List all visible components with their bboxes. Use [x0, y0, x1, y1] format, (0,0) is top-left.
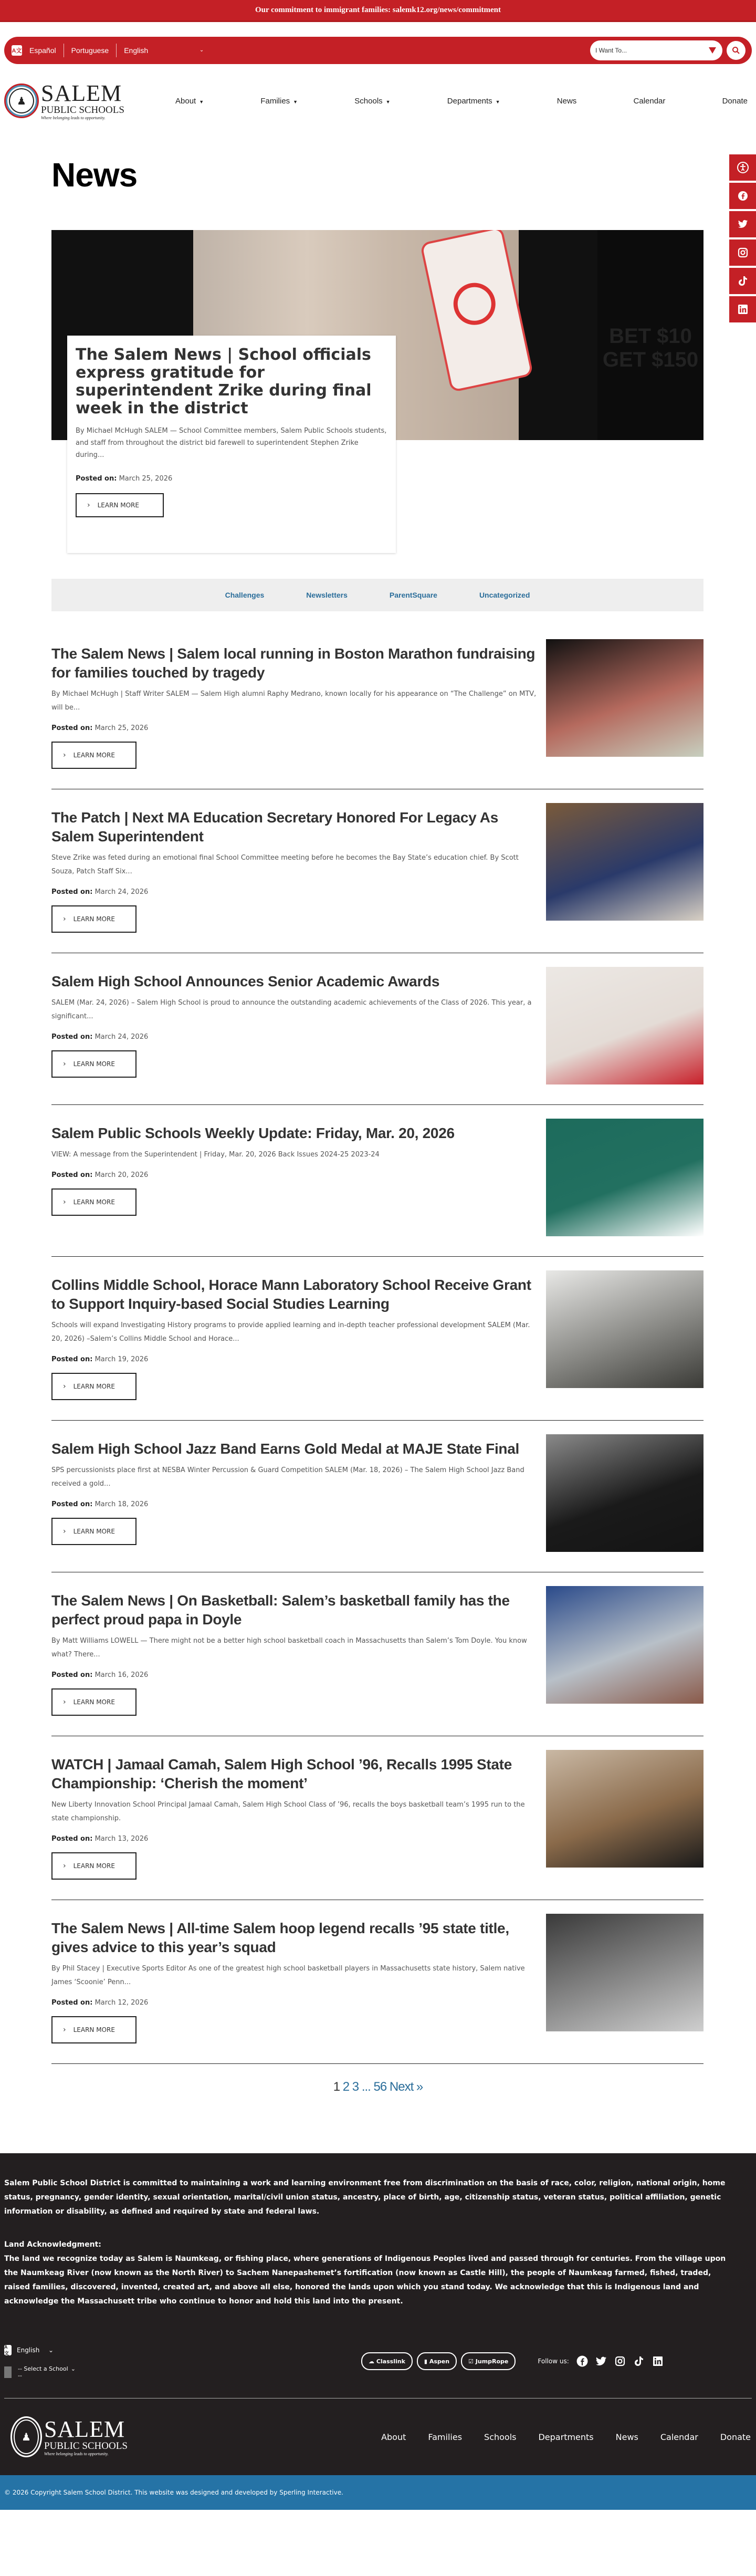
- aspen-icon: ▮: [424, 2358, 427, 2365]
- article-excerpt: Steve Zrike was feted during an emotional final School Committee meeting before he becomes the Bay State’s education chief. By Scott Souza, Patch Staff Six...: [51, 854, 519, 875]
- featured-title[interactable]: The Salem News | School officials express gratitude for superintendent Zrike during final week in the district: [76, 346, 372, 418]
- copyright-bar: [0, 2475, 756, 2510]
- article-image: [546, 1914, 704, 2031]
- article-thumbnail[interactable]: [546, 803, 704, 933]
- tiktok-icon: [738, 276, 748, 286]
- page-ellipsis: ...: [361, 2080, 371, 2094]
- nondiscrimination-statement: Salem Public School District is committed to maintaining a work and learning environment free from discrimination on the basis of race, color, religion, national origin, home status, pregnancy, gender identity, sexual orientation, marital/civil union status, ancestry, place of birth, age, citizenship status, veteran status, political affiliation, genetic information or disability, as defined and required by state and federal laws.: [4, 2179, 726, 2216]
- article-title[interactable]: Collins Middle School, Horace Mann Laboratory School Receive Grant to Support Inquiry-based Social Studies Learning: [51, 1277, 531, 1312]
- footer-nav-donate[interactable]: Donate: [720, 2432, 751, 2442]
- nav-label: News: [556, 96, 577, 106]
- article-title[interactable]: The Patch | Next MA Education Secretary Honored For Legacy As Salem Superintendent: [51, 809, 498, 844]
- nav-schools[interactable]: [354, 97, 390, 106]
- learn-more-button[interactable]: [51, 742, 136, 769]
- posted-date: March 13, 2026: [94, 1835, 149, 1843]
- aspen-button[interactable]: [417, 2352, 457, 2370]
- checkbox-icon: ☑: [468, 2358, 474, 2365]
- accessibility-icon: [737, 162, 749, 173]
- posted-label: Posted on:: [51, 1671, 93, 1679]
- article-item: [51, 1750, 704, 1900]
- chevron-right-icon: ›: [63, 2026, 66, 2034]
- nav-families[interactable]: [260, 97, 298, 106]
- instagram-icon: [615, 2356, 625, 2366]
- page-last-link[interactable]: 56: [373, 2080, 387, 2094]
- logo-name: SALEM: [44, 2416, 125, 2442]
- featured-excerpt: By Michael McHugh SALEM — School Committee members, Salem Public Schools students, and staff from throughout the district bid farewell to superintendent Stephen Zrike during...: [76, 427, 387, 459]
- accessibility-button[interactable]: [729, 154, 756, 181]
- language-link-portuguese[interactable]: Portuguese: [64, 44, 117, 57]
- language-select-value: English: [124, 46, 149, 55]
- chevron-right-icon: ›: [63, 1527, 66, 1536]
- footer-nav-families[interactable]: Families: [428, 2432, 463, 2442]
- pagination: [0, 2080, 756, 2094]
- nav-label: Donate: [722, 96, 748, 106]
- learn-more-label: LEARN MORE: [73, 1060, 115, 1068]
- posted-date: March 16, 2026: [94, 1671, 149, 1679]
- article-item: [51, 803, 704, 953]
- article-item: [51, 639, 704, 789]
- posted-label: Posted on:: [51, 1171, 93, 1179]
- featured-learn-more-button[interactable]: [76, 493, 164, 517]
- article-thumbnail[interactable]: [546, 1434, 704, 1552]
- i-want-to-label: I Want To...: [595, 47, 627, 54]
- chevron-right-icon: ›: [63, 1060, 66, 1068]
- article-excerpt: New Liberty Innovation School Principal Jamaal Camah, Salem High School Class of ’96, recalls the boys basketball team’s 1995 run to the state championship.: [51, 1801, 525, 1822]
- article-title[interactable]: Salem High School Announces Senior Academic Awards: [51, 973, 440, 989]
- footer-social: [538, 2355, 663, 2367]
- chevron-right-icon: ›: [63, 1862, 66, 1870]
- triangle-down-icon: [709, 47, 716, 54]
- footer-logo[interactable]: [10, 2416, 178, 2457]
- featured-card: [67, 336, 396, 553]
- translate-icon: A文: [4, 2345, 12, 2355]
- article-list: [51, 639, 704, 2064]
- learn-more-button[interactable]: [51, 1688, 136, 1716]
- article-image: [546, 967, 704, 1084]
- instagram-icon: [738, 247, 748, 258]
- classlink-button[interactable]: [361, 2352, 413, 2370]
- posted-date: March 19, 2026: [94, 1355, 149, 1363]
- nav-label: Calendar: [633, 96, 666, 106]
- tiktok-icon: [634, 2355, 644, 2367]
- learn-more-label: LEARN MORE: [73, 1383, 115, 1390]
- utility-bar: [4, 37, 752, 64]
- article-item: [51, 1586, 704, 1736]
- chevron-right-icon: ›: [87, 501, 90, 509]
- article-thumbnail[interactable]: [546, 1119, 704, 1236]
- twitter-icon: [595, 2356, 607, 2366]
- next-page-link[interactable]: Next »: [389, 2080, 423, 2094]
- article-posted: [51, 1033, 540, 1041]
- category-challenges[interactable]: Challenges: [225, 591, 265, 599]
- caret-down-icon: ▼: [385, 99, 391, 105]
- category-parentsquare[interactable]: ParentSquare: [389, 591, 437, 599]
- footer-instagram-link[interactable]: [614, 2355, 626, 2367]
- page-2-link[interactable]: 2: [342, 2080, 350, 2094]
- nav-label: About: [175, 96, 196, 106]
- posted-date: March 18, 2026: [94, 1500, 149, 1508]
- logo-tagline: Where belonging leads to opportunity.: [41, 115, 106, 120]
- footer-nav-news[interactable]: News: [615, 2432, 638, 2442]
- posted-date: March 24, 2026: [94, 888, 149, 896]
- embedded-ad: BET $10 GET $150: [597, 230, 704, 440]
- copyright-text: © 2026 Copyright Salem School District. This website was designed and developed by Sperling Interactive.: [4, 2489, 343, 2496]
- posted-label: Posted on:: [76, 475, 117, 483]
- caret-down-icon: ▼: [293, 99, 298, 105]
- article-excerpt: Schools will expand Investigating History programs to provide applied learning and in-depth teacher professional development SALEM (Mar. 20, 2026) –Salem’s Collins Middle School and Horace...: [51, 1321, 530, 1343]
- portal-label: JumpRope: [475, 2358, 509, 2365]
- posted-label: Posted on:: [51, 888, 93, 896]
- logo-sub: PUBLIC SCHOOLS: [41, 104, 124, 116]
- article-item: [51, 1119, 704, 1257]
- article-excerpt: SALEM (Mar. 24, 2026) – Salem High School is proud to announce the outstanding academic achievements of the Class of 2026. This year, a significant...: [51, 999, 532, 1020]
- posted-date: March 24, 2026: [94, 1033, 149, 1041]
- tiktok-button[interactable]: [729, 268, 756, 294]
- side-social-bar: [729, 154, 756, 325]
- article-posted: [51, 1671, 540, 1679]
- portal-links: [361, 2352, 516, 2370]
- page-current: 1: [333, 2080, 340, 2094]
- portal-label: Classlink: [376, 2358, 405, 2365]
- article-posted: [51, 1171, 540, 1179]
- nav-label: Schools: [354, 96, 383, 106]
- linkedin-icon: [653, 2356, 663, 2366]
- i-want-to-dropdown[interactable]: [590, 40, 722, 60]
- chevron-right-icon: ›: [63, 1698, 66, 1706]
- footer-navigation: [178, 2432, 752, 2442]
- portal-label: Aspen: [429, 2358, 450, 2365]
- search-button[interactable]: [727, 41, 746, 60]
- category-bar: [51, 579, 704, 611]
- footer-linkedin-link[interactable]: [652, 2355, 664, 2367]
- article-excerpt: VIEW: A message from the Superintendent | Friday, Mar. 20, 2026 Back Issues 2024-25 2023-24: [51, 1151, 380, 1159]
- facebook-button[interactable]: [729, 183, 756, 209]
- article-posted: [51, 1999, 540, 2007]
- logo-emblem-icon: ♟: [10, 2416, 42, 2457]
- article-title[interactable]: Salem Public Schools Weekly Update: Friday, Mar. 20, 2026: [51, 1125, 455, 1141]
- article-thumbnail[interactable]: [546, 1914, 704, 2043]
- land-acknowledgment-text: The land we recognize today as Salem is Naumkeag, or fishing place, where generations of Indigenous Peoples lived and passed through for centuries. From the village upon the Naumkeag River (now known as the North River) to Sachem Nanepashemet’s fortification (now known as Castle Hill), the people of Naumkeag farmed, fished, traded, raised families, discovered, invented, created art, and above all else, honored the lands upon which you stand today. We acknowledge that this is Indigenous land and acknowledge the Massachusett tribe who continue to honor and hold this land into the present.: [4, 2255, 726, 2306]
- translate-icon: A文: [12, 45, 22, 56]
- featured-posted: [76, 475, 387, 483]
- article-title[interactable]: The Salem News | On Basketball: Salem’s basketball family has the perfect proud papa in Doyle: [51, 1592, 510, 1628]
- footer-facebook-link[interactable]: [576, 2355, 588, 2367]
- linkedin-icon: [738, 304, 748, 315]
- site-logo[interactable]: [4, 82, 172, 120]
- nav-label: Departments: [447, 96, 492, 106]
- article-posted: [51, 1355, 540, 1363]
- logo-emblem-icon: ♟: [4, 84, 39, 118]
- nav-calendar[interactable]: [634, 97, 666, 106]
- article-item: [51, 1434, 704, 1572]
- posted-date: March 25, 2026: [119, 475, 173, 483]
- footer-school-value: -- Select a School --: [18, 2365, 68, 2379]
- footer-school-select[interactable]: [4, 2361, 130, 2383]
- learn-more-button[interactable]: [51, 2016, 136, 2043]
- footer-nav-schools[interactable]: Schools: [484, 2432, 517, 2442]
- posted-label: Posted on:: [51, 1500, 93, 1508]
- chevron-down-icon: ⌄: [48, 2346, 54, 2354]
- learn-more-label: LEARN MORE: [73, 2026, 115, 2033]
- posted-date: March 12, 2026: [94, 1999, 149, 2007]
- land-acknowledgment-heading: Land Acknowledgment:: [4, 2240, 101, 2249]
- caret-down-icon: ▼: [495, 99, 500, 105]
- article-image: [546, 1586, 704, 1704]
- chevron-down-icon: ⌄: [70, 2365, 76, 2372]
- chevron-right-icon: ›: [63, 1382, 66, 1391]
- article-title[interactable]: The Salem News | Salem local running in Boston Marathon fundraising for families touched by tragedy: [51, 645, 536, 681]
- posted-label: Posted on:: [51, 724, 93, 732]
- article-excerpt: SPS percussionists place first at NESBA Winter Percussion & Guard Competition SALEM (Mar. 18, 2026) – The Salem High School Jazz Band received a gold...: [51, 1466, 524, 1488]
- chevron-right-icon: ›: [63, 751, 66, 759]
- learn-more-button[interactable]: [51, 1188, 136, 1216]
- article-thumbnail[interactable]: [546, 1586, 704, 1716]
- article-excerpt: By Matt Williams LOWELL — There might not be a better high school basketball coach in Massachusetts than Salem’s Tom Doyle. You know what? There...: [51, 1637, 527, 1659]
- nav-news[interactable]: [557, 97, 577, 106]
- footer-nav-about[interactable]: About: [381, 2432, 406, 2442]
- learn-more-button[interactable]: [51, 1852, 136, 1880]
- article-title[interactable]: The Salem News | All-time Salem hoop legend recalls ’95 state title, gives advice to this year’s squad: [51, 1920, 509, 1955]
- learn-more-button[interactable]: [51, 1050, 136, 1078]
- learn-more-label: LEARN MORE: [73, 915, 115, 923]
- article-image: [546, 1270, 704, 1388]
- prohibited-icon: [449, 279, 499, 329]
- chevron-down-icon: ⌄: [199, 47, 204, 53]
- article-item: [51, 1270, 704, 1421]
- linkedin-button[interactable]: [729, 296, 756, 322]
- logo-name: SALEM: [41, 80, 122, 106]
- learn-more-label: LEARN MORE: [73, 1698, 115, 1706]
- school-building-icon: [4, 2366, 12, 2378]
- article-excerpt: By Phil Stacey | Executive Sports Editor As one of the greatest high school basketball players in Massachusetts state history, Salem native James ‘Scoonie’ Penn...: [51, 1965, 525, 1986]
- page-title: News: [51, 156, 138, 194]
- learn-more-button[interactable]: [51, 905, 136, 933]
- posted-date: March 25, 2026: [94, 724, 149, 732]
- alert-text[interactable]: Our commitment to immigrant families: salemk12.org/news/commitment: [255, 6, 501, 14]
- article-posted: [51, 1835, 540, 1843]
- learn-more-label: LEARN MORE: [73, 1198, 115, 1206]
- learn-more-button[interactable]: [51, 1518, 136, 1545]
- nav-label: Families: [260, 96, 290, 106]
- posted-date: March 20, 2026: [94, 1171, 149, 1179]
- article-thumbnail[interactable]: [546, 1750, 704, 1880]
- nav-departments[interactable]: [447, 97, 500, 106]
- facebook-icon: [576, 2355, 588, 2367]
- category-newsletters[interactable]: Newsletters: [306, 591, 348, 599]
- footer-language-select[interactable]: [4, 2339, 130, 2361]
- posted-label: Posted on:: [51, 1835, 93, 1843]
- article-image: [546, 1119, 704, 1236]
- footer-nav-departments[interactable]: Departments: [538, 2432, 594, 2442]
- article-posted: [51, 1500, 540, 1508]
- article-title[interactable]: WATCH | Jamaal Camah, Salem High School ’96, Recalls 1995 State Championship: ‘Cherish the moment’: [51, 1756, 512, 1791]
- article-image: [546, 1750, 704, 1868]
- page-3-link[interactable]: 3: [352, 2080, 359, 2094]
- facebook-icon: [738, 191, 748, 201]
- article-thumbnail[interactable]: [546, 1270, 704, 1400]
- article-thumbnail[interactable]: [546, 639, 704, 769]
- article-image: [546, 803, 704, 921]
- posted-label: Posted on:: [51, 1033, 93, 1041]
- no-dogs-sign: [420, 230, 534, 392]
- caret-down-icon: ▼: [199, 99, 204, 105]
- posted-label: Posted on:: [51, 1355, 93, 1363]
- learn-more-label: LEARN MORE: [73, 752, 115, 759]
- article-thumbnail[interactable]: [546, 967, 704, 1084]
- footer: [0, 2153, 756, 2475]
- footer-twitter-link[interactable]: [595, 2355, 607, 2367]
- language-select[interactable]: [117, 44, 211, 57]
- article-title[interactable]: Salem High School Jazz Band Earns Gold Medal at MAJE State Final: [51, 1441, 519, 1457]
- logo-sub: PUBLIC SCHOOLS: [44, 2440, 128, 2452]
- footer-tiktok-link[interactable]: [633, 2355, 645, 2367]
- posted-label: Posted on:: [51, 1999, 93, 2007]
- instagram-button[interactable]: [729, 239, 756, 266]
- chevron-right-icon: ›: [63, 915, 66, 923]
- category-uncategorized[interactable]: Uncategorized: [479, 591, 530, 599]
- article-posted: [51, 724, 540, 732]
- footer-language-value: English: [17, 2346, 40, 2354]
- learn-more-label: LEARN MORE: [97, 502, 139, 509]
- follow-us-label: Follow us:: [538, 2358, 569, 2365]
- logo-tagline: Where belonging leads to opportunity.: [44, 2451, 109, 2456]
- article-image: [546, 1434, 704, 1552]
- jumprope-button[interactable]: [461, 2352, 516, 2370]
- article-image: [546, 639, 704, 757]
- learn-more-label: LEARN MORE: [73, 1862, 115, 1870]
- learn-more-button[interactable]: [51, 1373, 136, 1400]
- twitter-button[interactable]: [729, 211, 756, 237]
- chevron-right-icon: ›: [63, 1198, 66, 1206]
- article-item: [51, 1914, 704, 2064]
- learn-more-label: LEARN MORE: [73, 1528, 115, 1535]
- article-excerpt: By Michael McHugh | Staff Writer SALEM — Salem High alumni Raphy Medrano, known locally for his appearance on “The Challenge” on MTV, will be...: [51, 690, 537, 712]
- article-item: [51, 967, 704, 1105]
- language-link-espanol[interactable]: Español: [29, 44, 64, 57]
- footer-nav-calendar[interactable]: Calendar: [660, 2432, 698, 2442]
- search-icon: [732, 46, 740, 55]
- nav-donate[interactable]: [722, 97, 748, 106]
- featured-article: [51, 230, 704, 554]
- article-posted: [51, 888, 540, 896]
- main-navigation: [0, 75, 756, 127]
- nav-about[interactable]: [175, 97, 204, 106]
- twitter-icon: [738, 220, 748, 229]
- alert-banner[interactable]: [0, 0, 756, 22]
- cloud-icon: ☁: [369, 2358, 374, 2365]
